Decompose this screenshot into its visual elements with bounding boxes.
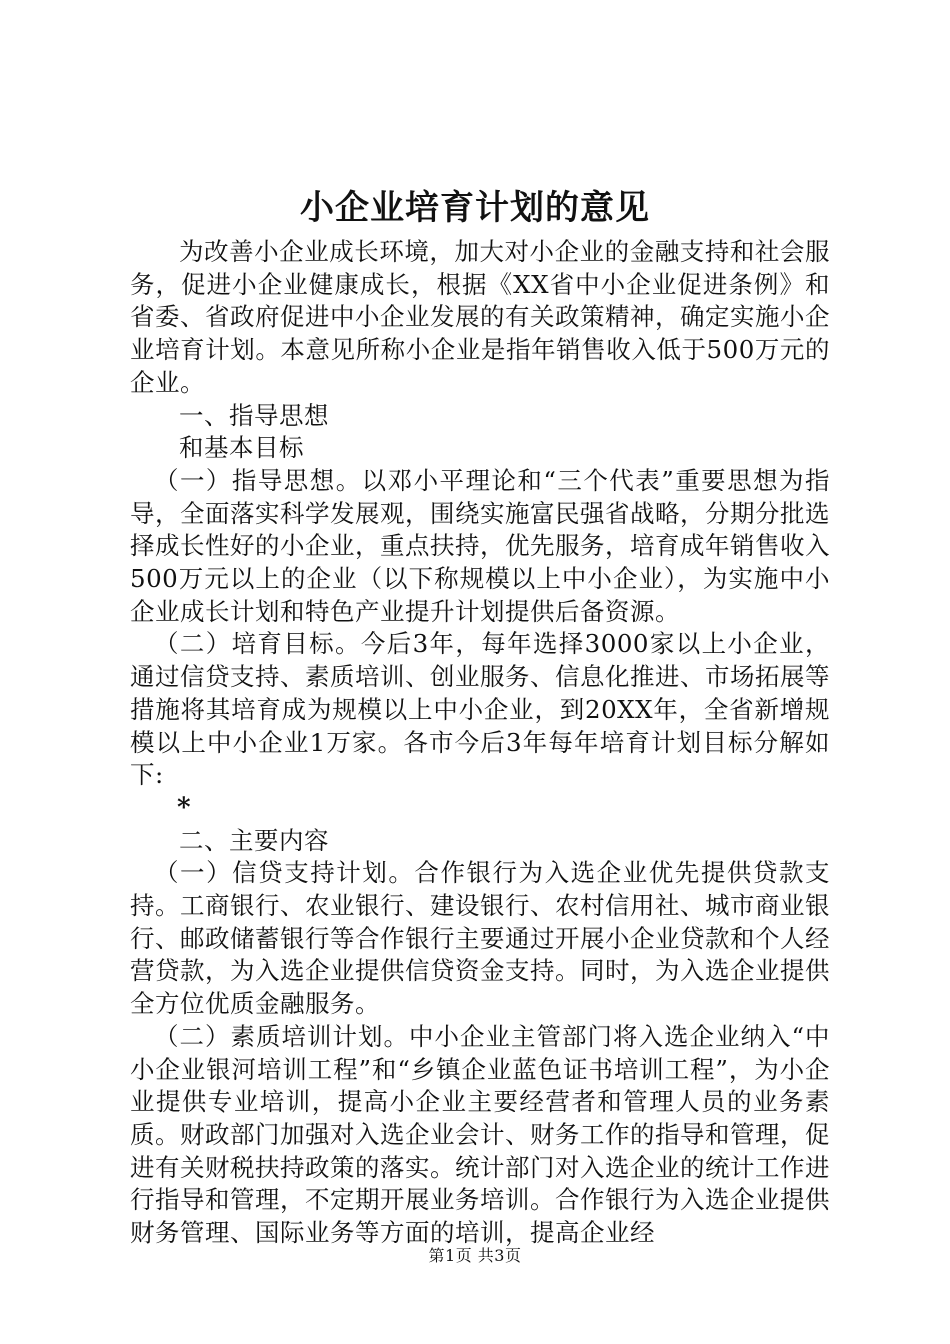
paragraph-guiding-ideology: （一）指导思想。以邓小平理论和“三个代表”重要思想为指导，全面落实科学发展观，围绕实施富民强省战略，分期分批选择成长性好的小企业，重点扶持，优先服务，培育成年销售收入500万元以上的企业（以下称规模以上中小企业），为实施中小企业成长计划和特色产业提升计划提供后备资源。 bbox=[130, 465, 830, 626]
page-footer: 第1页 共3页 bbox=[428, 1246, 522, 1265]
intro-paragraph: 为改善小企业成长环境，加大对小企业的金融支持和社会服务，促进小企业健康成长，根据《XX省中小企业促进条例》和省委、省政府促进中小企业发展的有关政策精神，确定实施小企业培育计划。本意见所称小企业是指年销售收入低于500万元的企业。 bbox=[130, 237, 830, 397]
document-title: 小企业培育计划的意见 bbox=[300, 188, 650, 228]
document-body bbox=[130, 236, 830, 1250]
section-heading-basic-goals: 和基本目标 bbox=[179, 433, 304, 463]
section-heading-guiding-ideology: 一、指导思想 bbox=[179, 400, 329, 430]
paragraph-quality-training: （二）素质培训计划。中小企业主管部门将入选企业纳入“中小企业银河培训工程”和“乡镇企业蓝色证书培训工程”，为小企业提供专业培训，提高小企业主要经营者和管理人员的业务素质。财政部门加强对入选企业会计、财务工作的指导和管理，促进有关财税扶持政策的落实。统计部门对入选企业的统计工作进行指导和管理，不定期开展业务培训。合作银行为入选企业提供财务管理、国际业务等方面的培训，提高企业经 bbox=[130, 1021, 830, 1248]
paragraph-cultivation-goals: （二）培育目标。今后3年，每年选择3000家以上小企业，通过信贷支持、素质培训、创业服务、信息化推进、市场拓展等措施将其培育成为规模以上中小企业，到20XX年，全省新增规模以上中小企业1万家。各市今后3年每年培育计划目标分解如下: bbox=[130, 629, 830, 790]
paragraph-credit-support: （一）信贷支持计划。合作银行为入选企业优先提供贷款支持。工商银行、农业银行、建设银行、农村信用社、城市商业银行、邮政储蓄银行等合作银行主要通过开展小企业贷款和个人经营贷款，为入选企业提供信贷资金支持。同时，为入选企业提供全方位优质金融服务。 bbox=[130, 858, 830, 1019]
asterisk-marker: * bbox=[177, 792, 191, 823]
section-heading-main-content: 二、主要内容 bbox=[179, 825, 329, 855]
